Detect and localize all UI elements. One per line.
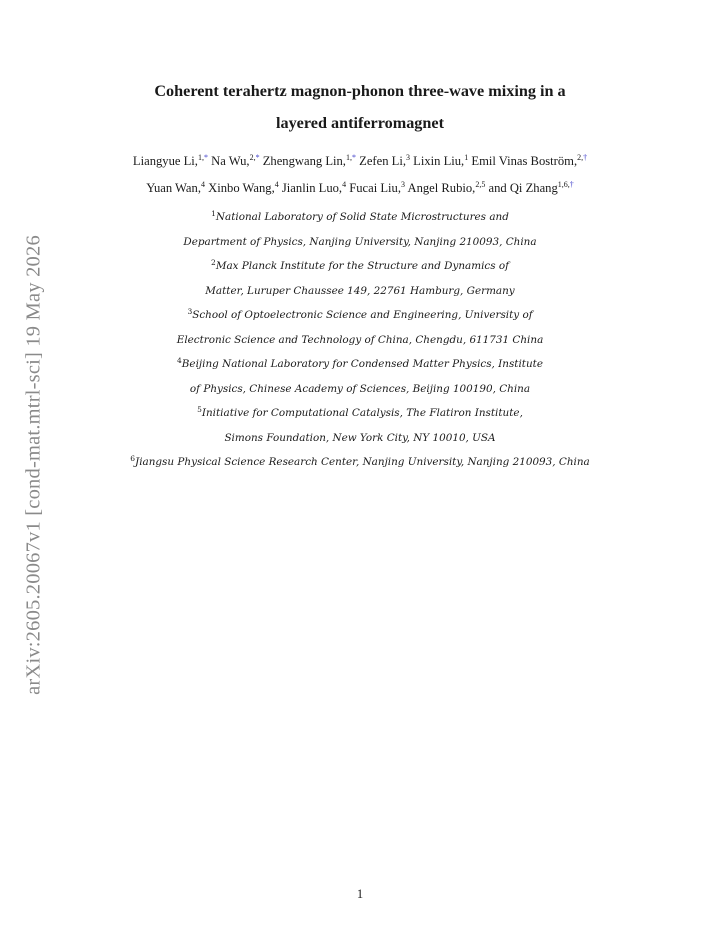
author-sup: 3: [405, 153, 410, 162]
author-sup: 1,6,†: [557, 180, 574, 189]
affiliation-list: [0, 205, 720, 475]
affiliation-line: $^5$Initiative for Computational Catalysis, The Flatiron Institute,: [197, 405, 523, 419]
author-sup: 1,*: [345, 153, 356, 162]
affiliation-line: $^4$Beijing National Laboratory for Condensed Matter Physics, Institute: [177, 356, 543, 370]
author-sup: 1: [464, 153, 469, 162]
author-sup: 4: [200, 180, 205, 189]
affiliation-line: Electronic Science and Technology of China, Chengdu, 611731 China: [176, 333, 544, 346]
author-name: Lixin Liu,: [413, 154, 465, 168]
affiliation-line: Department of Physics, Nanjing University, Nanjing 210093, China: [183, 235, 537, 248]
author-name: Emil Vinas Boström,: [471, 154, 578, 168]
author-name: Liangyue Li,: [132, 154, 198, 168]
author-sup: 4: [274, 180, 279, 189]
page-number: 1: [356, 887, 364, 901]
title-line-1: Coherent terahertz magnon-phonon three-wave mixing in a: [154, 82, 566, 100]
author-name: Fucai Liu,: [349, 181, 401, 195]
author-name: Angel Rubio,: [407, 181, 476, 195]
arxiv-stamp-text: arXiv:2605.20067v1 [cond-mat.mtrl-sci] 19 May 2026: [22, 235, 45, 695]
author-sup: 3: [401, 180, 405, 189]
affiliation-line: $^3$School of Optoelectronic Science and Engineering, University of: [187, 307, 533, 321]
author-name: Na Wu,: [211, 154, 250, 168]
affiliation-line: $^1$National Laboratory of Solid State Microstructures and: [211, 209, 509, 223]
affiliation-line: $^6$Jiangsu Physical Science Research Center, Nanjing University, Nanjing 210093, China: [130, 454, 590, 468]
author-sup: 2,*: [249, 153, 260, 162]
affiliation-line: Matter, Luruper Chaussee 149, 22761 Hamburg, Germany: [205, 284, 515, 297]
author-name: and Qi Zhang: [488, 181, 558, 195]
title-line-2: layered antiferromagnet: [276, 114, 444, 132]
author-sup: 4: [342, 180, 347, 189]
paper-title: [0, 75, 720, 139]
author-name: Yuan Wan,: [146, 181, 201, 195]
author-sup: 1,*: [197, 153, 208, 162]
author-name: Jianlin Luo,: [281, 181, 343, 195]
author-list: [0, 148, 720, 202]
author-line-2: [0, 175, 720, 202]
author-name: Zhengwang Lin,: [262, 154, 346, 168]
author-name: Xinbo Wang,: [208, 181, 275, 195]
author-sup: 2,5: [475, 180, 486, 189]
affiliation-line: of Physics, Chinese Academy of Sciences, Beijing 100190, China: [189, 382, 531, 395]
author-name: Zefen Li,: [359, 154, 406, 168]
affiliation-line: Simons Foundation, New York City, NY 10010, USA: [224, 431, 496, 444]
affiliation-line: $^2$Max Planck Institute for the Structure and Dynamics of: [211, 258, 509, 272]
author-sup: 2,†: [577, 153, 588, 162]
author-line-1: [0, 148, 720, 175]
